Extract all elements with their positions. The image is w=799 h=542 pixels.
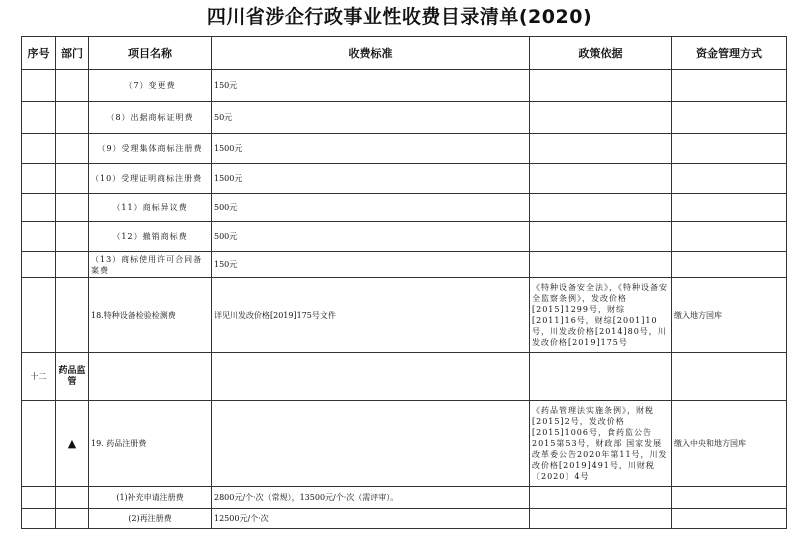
table-row <box>22 164 787 194</box>
cell-seq <box>22 509 56 529</box>
cell-standard: 500元 <box>212 222 530 252</box>
cell-policy <box>530 252 672 278</box>
cell-policy <box>530 134 672 164</box>
cell-fund <box>672 353 787 401</box>
cell-item: (2)再注册费 <box>89 509 212 529</box>
cell-standard <box>212 353 530 401</box>
cell-standard: 详见川发改价格[2019]175号文件 <box>212 278 530 353</box>
cell-dept <box>56 194 89 222</box>
cell-dept: 药品监管 <box>56 353 89 401</box>
cell-policy <box>530 487 672 509</box>
triangle-marker: ▲ <box>56 401 89 487</box>
header-fund: 资金管理方式 <box>672 37 787 70</box>
table-row <box>22 487 787 509</box>
header-item: 项目名称 <box>89 37 212 70</box>
table-row <box>22 353 787 401</box>
cell-policy <box>530 509 672 529</box>
table-row <box>22 194 787 222</box>
cell-fund <box>672 222 787 252</box>
cell-dept <box>56 70 89 102</box>
cell-item: 18.特种设备检验检测费 <box>89 278 212 353</box>
header-dept: 部门 <box>56 37 89 70</box>
cell-standard: 1500元 <box>212 134 530 164</box>
cell-seq <box>22 401 56 487</box>
cell-item <box>89 353 212 401</box>
cell-policy <box>530 164 672 194</box>
cell-fund <box>672 164 787 194</box>
table-row <box>22 401 787 487</box>
cell-dept <box>56 252 89 278</box>
cell-fund <box>672 194 787 222</box>
cell-dept <box>56 509 89 529</box>
document-title: 四川省涉企行政事业性收费目录清单(2020) <box>206 6 593 28</box>
cell-item: （7）变更费 <box>89 70 212 102</box>
cell-seq <box>22 487 56 509</box>
cell-policy <box>530 102 672 134</box>
header-row <box>22 37 787 70</box>
cell-policy <box>530 222 672 252</box>
cell-dept <box>56 164 89 194</box>
table-row <box>22 278 787 353</box>
cell-seq <box>22 278 56 353</box>
cell-seq <box>22 102 56 134</box>
cell-seq <box>22 252 56 278</box>
cell-standard: 50元 <box>212 102 530 134</box>
cell-standard: 500元 <box>212 194 530 222</box>
cell-policy <box>530 353 672 401</box>
cell-standard: 2800元/个·次（常规），13500元/个·次（需评审）。 <box>212 487 530 509</box>
cell-fund <box>672 134 787 164</box>
cell-fund <box>672 70 787 102</box>
cell-item: (1)补充申请注册费 <box>89 487 212 509</box>
cell-fund <box>672 487 787 509</box>
header-policy: 政策依据 <box>530 37 672 70</box>
cell-seq <box>22 164 56 194</box>
header-standard: 收费标准 <box>212 37 530 70</box>
cell-fund: 缴入中央和地方国库 <box>672 401 787 487</box>
cell-seq <box>22 222 56 252</box>
table-row <box>22 509 787 529</box>
cell-item: （13）商标使用许可合同备案费 <box>89 252 212 278</box>
cell-standard: 12500元/个·次 <box>212 509 530 529</box>
table-row <box>22 134 787 164</box>
table-row <box>22 102 787 134</box>
cell-seq <box>22 194 56 222</box>
cell-policy: 《药品管理法实施条例》，财税[2015]2号，发改价格[2015]1006号，食药监公告2015第53号，财政部 国家发展改革委公告2020年第11号，川发改价格[2019]491号，川财税〔2020〕4号 <box>530 401 672 487</box>
cell-item: （8）出据商标证明费 <box>89 102 212 134</box>
cell-dept <box>56 278 89 353</box>
cell-standard: 150元 <box>212 70 530 102</box>
cell-dept <box>56 487 89 509</box>
cell-fund: 缴入地方国库 <box>672 278 787 353</box>
cell-policy <box>530 70 672 102</box>
cell-fund <box>672 252 787 278</box>
cell-seq <box>22 134 56 164</box>
cell-seq: 十二 <box>22 353 56 401</box>
cell-standard <box>212 401 530 487</box>
table-row <box>22 222 787 252</box>
cell-policy <box>530 194 672 222</box>
cell-item: （11）商标异议费 <box>89 194 212 222</box>
cell-fund <box>672 102 787 134</box>
cell-item: 19. 药品注册费 <box>89 401 212 487</box>
cell-dept <box>56 102 89 134</box>
cell-seq <box>22 70 56 102</box>
cell-standard: 1500元 <box>212 164 530 194</box>
fee-table <box>21 36 787 529</box>
table-row <box>22 252 787 278</box>
cell-fund <box>672 509 787 529</box>
cell-item: （10）受理证明商标注册费 <box>89 164 212 194</box>
cell-dept <box>56 134 89 164</box>
cell-item: （12）撤销商标费 <box>89 222 212 252</box>
cell-item: （9）受理集体商标注册费 <box>89 134 212 164</box>
cell-dept <box>56 222 89 252</box>
cell-policy: 《特种设备安全法》，《特种设备安全监察条例》，发改价格[2015]1299号，财综[2011]16号，财综[2001]10号，川发改价格[2014]80号，川发改价格[2019]175号 <box>530 278 672 353</box>
table-row <box>22 70 787 102</box>
header-seq: 序号 <box>22 37 56 70</box>
cell-standard: 150元 <box>212 252 530 278</box>
